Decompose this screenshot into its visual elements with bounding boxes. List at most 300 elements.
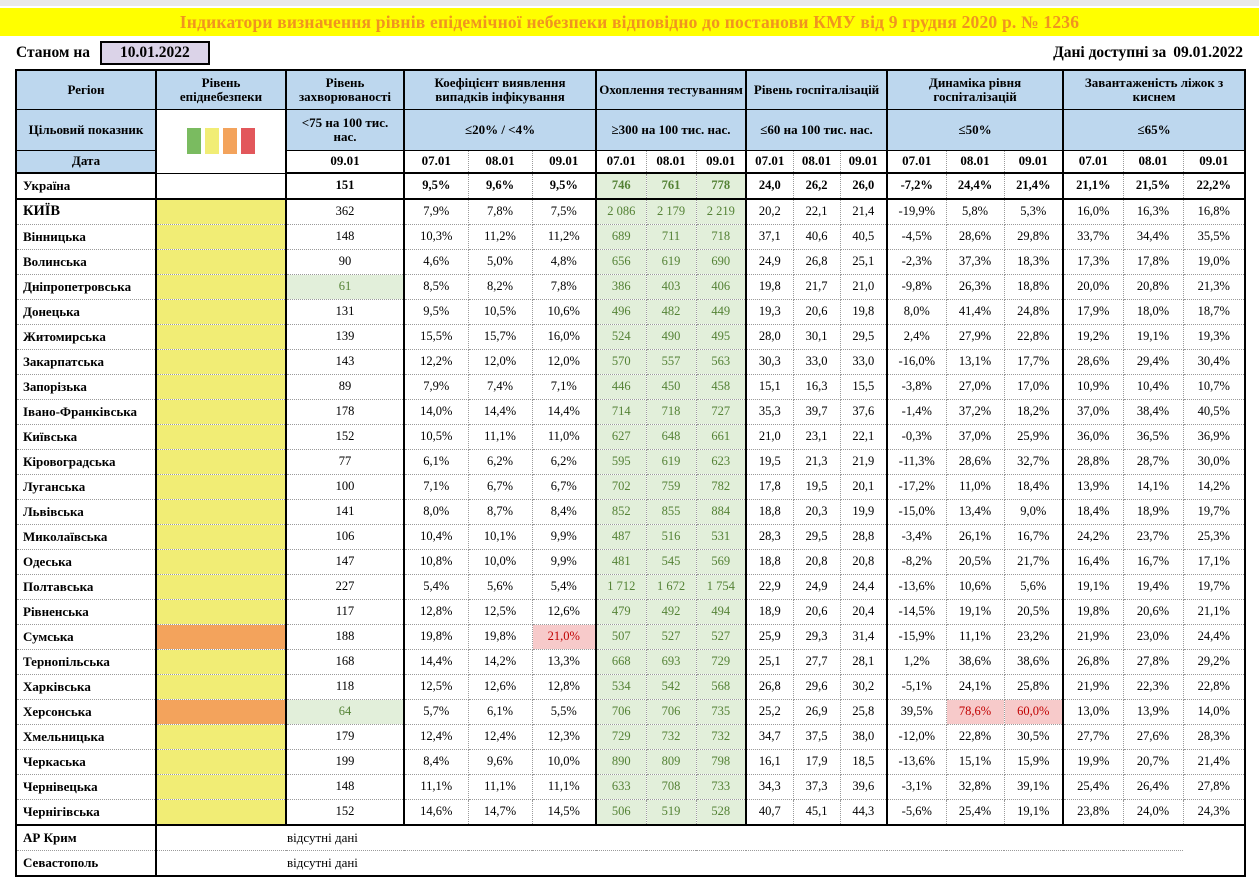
top-strip [0, 0, 1259, 6]
testing-value: 481 [596, 550, 646, 575]
hospitalization-value: 20,8 [840, 550, 887, 575]
oxygen-beds-value: 34,4% [1123, 225, 1183, 250]
oxygen-beds-value: 10,7% [1183, 375, 1245, 400]
table-row [16, 425, 1245, 450]
hospitalization-value: 24,9 [746, 250, 793, 275]
hospitalization-value: 20,6 [793, 300, 840, 325]
hospitalization-value: 21,4 [840, 199, 887, 225]
hospitalization-dynamics-value: 24,4% [946, 173, 1004, 199]
hospitalization-value: 39,6 [840, 775, 887, 800]
hospitalization-dynamics-value: 24,1% [946, 675, 1004, 700]
testing-value: 1 672 [646, 575, 696, 600]
hospitalization-value: 28,3 [746, 525, 793, 550]
target-testing: ≥300 на 100 тис. нас. [596, 110, 746, 151]
incidence-value: 168 [286, 650, 404, 675]
incidence-value: 143 [286, 350, 404, 375]
hospitalization-dynamics-value: 16,7% [1004, 525, 1063, 550]
hospitalization-dynamics-value: 27,9% [946, 325, 1004, 350]
detection-value: 14,4% [468, 400, 532, 425]
oxygen-beds-value: 17,8% [1123, 250, 1183, 275]
target-detection: ≤20% / <4% [404, 110, 596, 151]
column-header-hospitalization: Рівень госпіталізацій [746, 70, 887, 110]
testing-value: 507 [596, 625, 646, 650]
testing-value: 729 [696, 650, 746, 675]
detection-value: 12,4% [468, 725, 532, 750]
oxygen-beds-value: 28,6% [1063, 350, 1123, 375]
detection-value: 6,1% [404, 450, 468, 475]
hospitalization-dynamics-value: 25,4% [946, 800, 1004, 826]
epidemic-level-cell [156, 325, 286, 350]
epidemic-level-cell [156, 173, 286, 199]
detection-value: 9,5% [404, 300, 468, 325]
hospitalization-dynamics-value: 38,6% [946, 650, 1004, 675]
table-row [16, 450, 1245, 475]
hospitalization-value: 19,8 [746, 275, 793, 300]
incidence-value: 118 [286, 675, 404, 700]
epidemic-level-cell [156, 225, 286, 250]
testing-value: 706 [596, 700, 646, 725]
region-name: Чернігівська [16, 800, 156, 826]
hospitalization-value: 16,1 [746, 750, 793, 775]
region-name: АР Крим [16, 825, 156, 851]
testing-value: 855 [646, 500, 696, 525]
testing-value: 852 [596, 500, 646, 525]
oxygen-beds-value: 23,7% [1123, 525, 1183, 550]
oxygen-beds-value: 23,8% [1063, 800, 1123, 826]
region-name: Івано-Франківська [16, 400, 156, 425]
detection-value: 7,5% [532, 199, 596, 225]
epidemic-level-cell [156, 700, 286, 725]
region-name: Київська [16, 425, 156, 450]
hospitalization-value: 27,7 [793, 650, 840, 675]
incidence-value: 131 [286, 300, 404, 325]
table-row [16, 625, 1245, 650]
as-of-date-box: 10.01.2022 [100, 41, 210, 65]
incidence-value: 141 [286, 500, 404, 525]
oxygen-beds-value: 28,7% [1123, 450, 1183, 475]
table-row [16, 250, 1245, 275]
testing-value: 782 [696, 475, 746, 500]
testing-value: 449 [696, 300, 746, 325]
testing-value: 732 [646, 725, 696, 750]
hospitalization-dynamics-value: 26,3% [946, 275, 1004, 300]
hospitalization-dynamics-value: 2,4% [887, 325, 946, 350]
detection-value: 6,2% [532, 450, 596, 475]
oxygen-beds-value: 30,0% [1183, 450, 1245, 475]
hospitalization-dynamics-value: -9,8% [887, 275, 946, 300]
incidence-value: 139 [286, 325, 404, 350]
hospitalization-value: 25,2 [746, 700, 793, 725]
hospitalization-dynamics-value: -0,3% [887, 425, 946, 450]
testing-value: 711 [646, 225, 696, 250]
epidemic-level-cell [156, 450, 286, 475]
hospitalization-value: 26,8 [793, 250, 840, 275]
oxygen-beds-value: 21,3% [1183, 275, 1245, 300]
detection-value: 9,9% [532, 525, 596, 550]
testing-value: 524 [596, 325, 646, 350]
oxygen-beds-value: 38,4% [1123, 400, 1183, 425]
epidemic-level-cell [156, 425, 286, 450]
date-header: 07.01 [746, 151, 793, 174]
hospitalization-dynamics-value: 32,7% [1004, 450, 1063, 475]
hospitalization-dynamics-value: -19,9% [887, 199, 946, 225]
table-row [16, 300, 1245, 325]
hospitalization-value: 37,5 [793, 725, 840, 750]
date-row-label: Дата [16, 151, 156, 174]
hospitalization-value: 25,8 [840, 700, 887, 725]
incidence-value: 148 [286, 225, 404, 250]
hospitalization-dynamics-value: 21,4% [1004, 173, 1063, 199]
hospitalization-dynamics-value: 26,1% [946, 525, 1004, 550]
hospitalization-dynamics-value: 22,8% [1004, 325, 1063, 350]
region-name: Чернівецька [16, 775, 156, 800]
testing-value: 557 [646, 350, 696, 375]
hospitalization-dynamics-value: -14,5% [887, 600, 946, 625]
incidence-value: 227 [286, 575, 404, 600]
detection-value: 7,4% [468, 375, 532, 400]
testing-value: 759 [646, 475, 696, 500]
detection-value: 9,6% [468, 173, 532, 199]
region-name: Полтавська [16, 575, 156, 600]
hospitalization-value: 29,3 [793, 625, 840, 650]
oxygen-beds-value: 16,4% [1063, 550, 1123, 575]
detection-value: 14,4% [532, 400, 596, 425]
epidemic-level-cell [156, 775, 286, 800]
title-bar [0, 8, 1259, 36]
incidence-value: 100 [286, 475, 404, 500]
hospitalization-dynamics-value: 39,5% [887, 700, 946, 725]
testing-value: 450 [646, 375, 696, 400]
detection-value: 7,8% [468, 199, 532, 225]
detection-value: 21,0% [532, 625, 596, 650]
detection-value: 14,5% [532, 800, 596, 826]
epidemic-level-cell [156, 375, 286, 400]
column-header-oxygen-beds: Завантаженість ліжок з киснем [1063, 70, 1245, 110]
epidemic-level-cell [156, 525, 286, 550]
oxygen-beds-value: 27,7% [1063, 725, 1123, 750]
oxygen-beds-value: 13,9% [1123, 700, 1183, 725]
date-header: 08.01 [646, 151, 696, 174]
detection-value: 9,5% [404, 173, 468, 199]
testing-value: 746 [596, 173, 646, 199]
oxygen-beds-value: 29,2% [1183, 650, 1245, 675]
epidemic-level-cell [156, 500, 286, 525]
testing-value: 627 [596, 425, 646, 450]
oxygen-beds-value: 27,8% [1183, 775, 1245, 800]
oxygen-beds-value: 21,5% [1123, 173, 1183, 199]
table-row [16, 725, 1245, 750]
hospitalization-dynamics-value: 19,1% [946, 600, 1004, 625]
hospitalization-value: 38,0 [840, 725, 887, 750]
epidemic-level-cell [156, 350, 286, 375]
detection-value: 12,0% [468, 350, 532, 375]
testing-value: 619 [646, 250, 696, 275]
incidence-value: 178 [286, 400, 404, 425]
oxygen-beds-value: 19,8% [1063, 600, 1123, 625]
detection-value: 16,0% [532, 325, 596, 350]
epidemic-level-cell [156, 250, 286, 275]
hospitalization-value: 17,9 [793, 750, 840, 775]
legend-swatches [156, 110, 286, 174]
date-header: 08.01 [793, 151, 840, 174]
region-name: Кіровоградська [16, 450, 156, 475]
hospitalization-dynamics-value: 20,5% [1004, 600, 1063, 625]
hospitalization-dynamics-value: 32,8% [946, 775, 1004, 800]
column-header-hospitalization-dynamics: Динаміка рівня госпіталізацій [887, 70, 1063, 110]
detection-value: 12,8% [532, 675, 596, 700]
date-header: 09.01 [840, 151, 887, 174]
legend-swatch [187, 128, 201, 154]
hospitalization-value: 17,8 [746, 475, 793, 500]
testing-value: 2 219 [696, 199, 746, 225]
epidemic-level-cell [156, 675, 286, 700]
table-row [16, 650, 1245, 675]
hospitalization-dynamics-value: -3,1% [887, 775, 946, 800]
hospitalization-dynamics-value: 13,4% [946, 500, 1004, 525]
detection-value: 14,2% [468, 650, 532, 675]
detection-value: 4,6% [404, 250, 468, 275]
date-header: 09.01 [1183, 151, 1245, 174]
incidence-value: 152 [286, 425, 404, 450]
oxygen-beds-value: 20,0% [1063, 275, 1123, 300]
table-row [16, 325, 1245, 350]
epidemic-level-cell [156, 650, 286, 675]
detection-value: 11,1% [468, 775, 532, 800]
hospitalization-value: 33,0 [793, 350, 840, 375]
testing-value: 735 [696, 700, 746, 725]
hospitalization-dynamics-value: 38,6% [1004, 650, 1063, 675]
detection-value: 10,5% [404, 425, 468, 450]
detection-value: 12,4% [404, 725, 468, 750]
oxygen-beds-value: 26,8% [1063, 650, 1123, 675]
oxygen-beds-value: 21,4% [1183, 750, 1245, 775]
target-row-label: Цільовий показник [16, 110, 156, 151]
hospitalization-value: 19,8 [840, 300, 887, 325]
oxygen-beds-value: 14,0% [1183, 700, 1245, 725]
testing-value: 506 [596, 800, 646, 826]
no-data-cell: відсутні дані [156, 825, 1183, 851]
oxygen-beds-value: 24,3% [1183, 800, 1245, 826]
hospitalization-value: 29,6 [793, 675, 840, 700]
hospitalization-dynamics-value: 20,5% [946, 550, 1004, 575]
hospitalization-value: 16,3 [793, 375, 840, 400]
testing-value: 708 [646, 775, 696, 800]
testing-value: 386 [596, 275, 646, 300]
hospitalization-value: 24,0 [746, 173, 793, 199]
hospitalization-dynamics-value: 37,3% [946, 250, 1004, 275]
hospitalization-dynamics-value: 30,5% [1004, 725, 1063, 750]
testing-value: 534 [596, 675, 646, 700]
testing-value: 619 [646, 450, 696, 475]
table-row [16, 600, 1245, 625]
legend-swatch [223, 128, 237, 154]
region-name: Львівська [16, 500, 156, 525]
table-row [16, 775, 1245, 800]
testing-value: 494 [696, 600, 746, 625]
hospitalization-dynamics-value: -5,6% [887, 800, 946, 826]
hospitalization-value: 45,1 [793, 800, 840, 826]
oxygen-beds-value: 16,3% [1123, 199, 1183, 225]
region-name: Луганська [16, 475, 156, 500]
epidemic-level-cell [156, 625, 286, 650]
hospitalization-value: 23,1 [793, 425, 840, 450]
detection-value: 12,8% [404, 600, 468, 625]
detection-value: 10,0% [532, 750, 596, 775]
date-header: 09.01 [286, 151, 404, 174]
table-row [16, 800, 1245, 826]
region-name: Одеська [16, 550, 156, 575]
detection-value: 12,2% [404, 350, 468, 375]
oxygen-beds-value: 36,0% [1063, 425, 1123, 450]
detection-value: 5,7% [404, 700, 468, 725]
testing-value: 693 [646, 650, 696, 675]
detection-value: 10,4% [404, 525, 468, 550]
region-name: Херсонська [16, 700, 156, 725]
data-available-label: Дані доступні за [1053, 44, 1167, 61]
hospitalization-value: 29,5 [840, 325, 887, 350]
hospitalization-value: 21,3 [793, 450, 840, 475]
detection-value: 10,0% [468, 550, 532, 575]
hospitalization-dynamics-value: 11,0% [946, 475, 1004, 500]
detection-value: 12,6% [532, 600, 596, 625]
hospitalization-dynamics-value: -3,8% [887, 375, 946, 400]
hospitalization-value: 44,3 [840, 800, 887, 826]
oxygen-beds-value: 24,0% [1123, 800, 1183, 826]
oxygen-beds-value: 17,9% [1063, 300, 1123, 325]
incidence-value: 61 [286, 275, 404, 300]
testing-value: 545 [646, 550, 696, 575]
table-row [16, 350, 1245, 375]
hospitalization-dynamics-value: 37,2% [946, 400, 1004, 425]
testing-value: 403 [646, 275, 696, 300]
testing-value: 446 [596, 375, 646, 400]
hospitalization-value: 22,1 [840, 425, 887, 450]
oxygen-beds-value: 19,7% [1183, 575, 1245, 600]
hospitalization-dynamics-value: 10,6% [946, 575, 1004, 600]
testing-value: 570 [596, 350, 646, 375]
incidence-value: 152 [286, 800, 404, 826]
hospitalization-value: 40,6 [793, 225, 840, 250]
hospitalization-dynamics-value: -3,4% [887, 525, 946, 550]
detection-value: 6,7% [532, 475, 596, 500]
oxygen-beds-value: 40,5% [1183, 400, 1245, 425]
detection-value: 11,2% [532, 225, 596, 250]
incidence-value: 148 [286, 775, 404, 800]
hospitalization-dynamics-value: 37,0% [946, 425, 1004, 450]
hospitalization-value: 35,3 [746, 400, 793, 425]
hospitalization-dynamics-value: 25,8% [1004, 675, 1063, 700]
detection-value: 12,3% [532, 725, 596, 750]
region-name: Закарпатська [16, 350, 156, 375]
hospitalization-value: 25,1 [746, 650, 793, 675]
table-row [16, 500, 1245, 525]
testing-value: 568 [696, 675, 746, 700]
testing-value: 884 [696, 500, 746, 525]
epidemic-level-cell [156, 575, 286, 600]
hospitalization-value: 31,4 [840, 625, 887, 650]
oxygen-beds-value: 21,1% [1183, 600, 1245, 625]
region-name: Житомирська [16, 325, 156, 350]
testing-value: 798 [696, 750, 746, 775]
hospitalization-dynamics-value: -11,3% [887, 450, 946, 475]
testing-value: 690 [696, 250, 746, 275]
oxygen-beds-value: 14,2% [1183, 475, 1245, 500]
detection-value: 10,3% [404, 225, 468, 250]
detection-value: 6,1% [468, 700, 532, 725]
oxygen-beds-value: 18,4% [1063, 500, 1123, 525]
page-title: Індикатори визначення рівнів епідемічної небезпеки відповідно до постанови КМУ від 9 грудня 2020 р. № 1236 [179, 12, 1080, 32]
detection-value: 14,0% [404, 400, 468, 425]
target-incidence: <75 на 100 тис. нас. [286, 110, 404, 151]
oxygen-beds-value: 35,5% [1183, 225, 1245, 250]
detection-value: 8,4% [532, 500, 596, 525]
oxygen-beds-value: 21,1% [1063, 173, 1123, 199]
as-of-label: Станом на [16, 44, 91, 61]
hospitalization-value: 15,1 [746, 375, 793, 400]
hospitalization-value: 34,7 [746, 725, 793, 750]
incidence-value: 117 [286, 600, 404, 625]
hospitalization-dynamics-value: 1,2% [887, 650, 946, 675]
detection-value: 15,5% [404, 325, 468, 350]
region-name: Запорізька [16, 375, 156, 400]
column-header-epidemic-level: Рівень епіднебезпеки [156, 70, 286, 110]
region-name: Донецька [16, 300, 156, 325]
detection-value: 8,4% [404, 750, 468, 775]
hospitalization-dynamics-value: 5,6% [1004, 575, 1063, 600]
hospitalization-dynamics-value: -1,4% [887, 400, 946, 425]
oxygen-beds-value: 21,9% [1063, 675, 1123, 700]
hospitalization-value: 15,5 [840, 375, 887, 400]
hospitalization-value: 21,7 [793, 275, 840, 300]
oxygen-beds-value: 24,4% [1183, 625, 1245, 650]
hospitalization-value: 28,0 [746, 325, 793, 350]
date-header: 07.01 [404, 151, 468, 174]
epidemic-level-cell [156, 475, 286, 500]
detection-value: 11,2% [468, 225, 532, 250]
detection-value: 8,5% [404, 275, 468, 300]
detection-value: 5,6% [468, 575, 532, 600]
column-header-testing: Охоплення тестуванням [596, 70, 746, 110]
hospitalization-value: 20,3 [793, 500, 840, 525]
testing-value: 648 [646, 425, 696, 450]
detection-value: 14,6% [404, 800, 468, 826]
table-row [16, 550, 1245, 575]
testing-value: 496 [596, 300, 646, 325]
hospitalization-value: 21,0 [746, 425, 793, 450]
testing-value: 661 [696, 425, 746, 450]
detection-value: 13,3% [532, 650, 596, 675]
oxygen-beds-value: 22,2% [1183, 173, 1245, 199]
hospitalization-dynamics-value: 29,8% [1004, 225, 1063, 250]
data-available-date: 09.01.2022 [1173, 44, 1243, 61]
meta-row [0, 36, 1259, 69]
testing-value: 1 754 [696, 575, 746, 600]
detection-value: 12,6% [468, 675, 532, 700]
hospitalization-value: 30,2 [840, 675, 887, 700]
table-row [16, 575, 1245, 600]
detection-value: 7,9% [404, 199, 468, 225]
hospitalization-dynamics-value: 28,6% [946, 225, 1004, 250]
oxygen-beds-value: 36,9% [1183, 425, 1245, 450]
oxygen-beds-value: 10,9% [1063, 375, 1123, 400]
hospitalization-value: 37,6 [840, 400, 887, 425]
oxygen-beds-value: 20,6% [1123, 600, 1183, 625]
hospitalization-dynamics-value: 9,0% [1004, 500, 1063, 525]
detection-value: 12,0% [532, 350, 596, 375]
oxygen-beds-value: 19,1% [1123, 325, 1183, 350]
detection-value: 11,0% [532, 425, 596, 450]
testing-value: 733 [696, 775, 746, 800]
